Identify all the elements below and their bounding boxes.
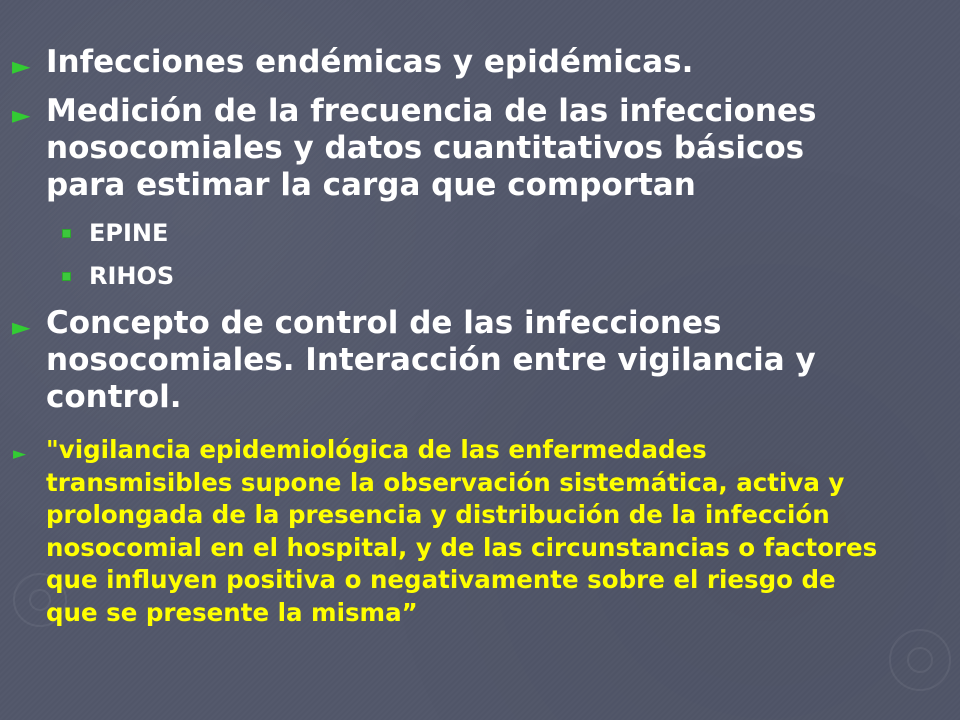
arrow-bullet-icon: ►	[13, 444, 27, 464]
square-bullet-icon	[62, 229, 71, 238]
list-item-text: Medición de la frecuencia de las infecciones nosocomiales y datos cuantitativos básicos para estimar la carga que comportan	[46, 93, 817, 203]
arrow-bullet-icon: ►	[12, 313, 31, 341]
list-item-text: Infecciones endémicas y epidémicas.	[46, 44, 694, 80]
list-item-text: RIHOS	[89, 262, 175, 290]
arrow-bullet-icon: ►	[12, 101, 31, 129]
quote-text: "vigilancia epidemiológica de las enfermedades transmisibles supone la observación sistemática, activa y prolongada de la presencia y distribución de la infección nosocomial en el hospital, y de las circunstancias o factores que influyen positiva o negativamente sobre el riesgo de que se presente la misma”	[46, 435, 878, 627]
square-bullet-icon	[62, 272, 71, 281]
list-item-text: EPINE	[89, 219, 169, 247]
list-item-text: Concepto de control de las infecciones nosocomiales. Interacción entre vigilancia y control.	[46, 305, 816, 415]
arrow-bullet-icon: ►	[12, 52, 31, 80]
